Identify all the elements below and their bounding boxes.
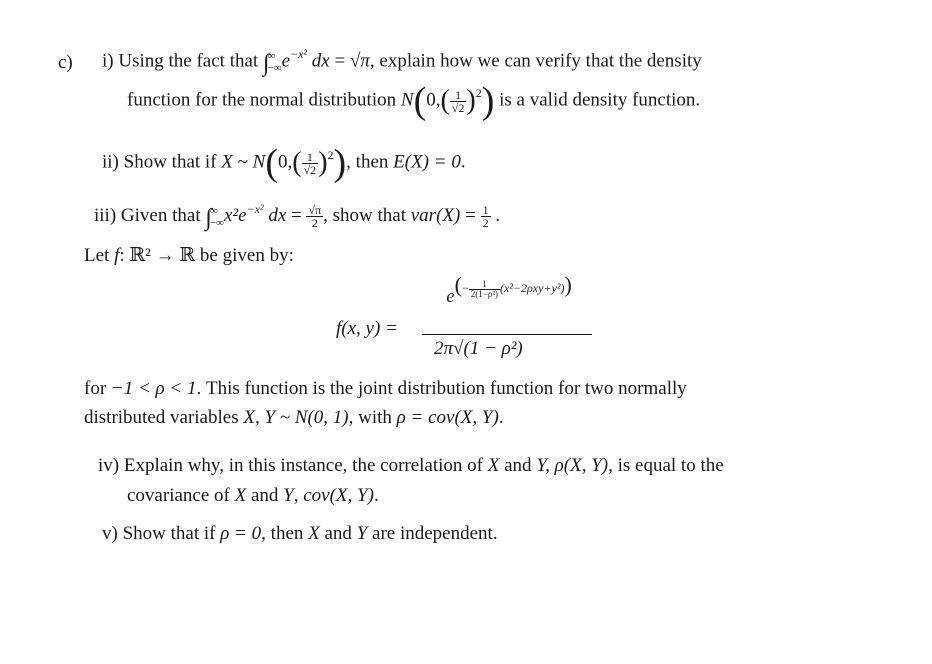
integral-limits: ∞ −∞ <box>209 204 224 229</box>
sqrt-pi: √π <box>349 50 370 72</box>
variance: var(X) <box>410 204 461 226</box>
integral-dx: dx <box>268 204 287 226</box>
equals: = <box>334 50 346 72</box>
integral-dx: dx <box>311 50 330 72</box>
paren-close: ) <box>333 142 347 184</box>
part-label: c) <box>58 52 73 73</box>
squared: 2 <box>475 86 482 101</box>
question-iv-line1 <box>98 455 724 477</box>
normal-N: N <box>400 89 414 111</box>
question-ii-label: ii) <box>102 151 119 173</box>
question-ii-text-a: Show that if <box>123 151 217 173</box>
integral-limits: ∞ −∞ <box>267 50 282 74</box>
question-iii <box>94 201 501 232</box>
equals: = <box>465 204 476 226</box>
question-ii: ii) Show that if X ~ N(0,( $\frac{1}{√2}$ )$^2$), then E(X) = 0. <box>102 142 466 184</box>
question-iii-text-a: Given that <box>120 204 201 226</box>
question-iv-line2 <box>127 485 379 507</box>
question-i-line2: function for the normal distribution N(0,( $\frac{1}{√2}$ )$^2$) is a valid density function. <box>127 80 701 122</box>
integrand-exp: −x² <box>246 201 264 216</box>
question-i-line1 <box>102 47 702 77</box>
formula-numerator <box>424 272 594 309</box>
rho-def: ρ = cov(X, Y) <box>396 407 499 428</box>
question-i-text-a: Using the fact that <box>118 50 259 72</box>
one-half: $\frac{1}{2}$ <box>482 203 489 230</box>
one-over-root2: $\frac{1}{√2}$ <box>303 149 317 177</box>
para-text: for <box>84 378 107 399</box>
rho-zero: ρ = 0 <box>220 523 262 544</box>
fraction-bar <box>422 334 592 335</box>
var-X: X <box>487 455 500 476</box>
question-v-label: v) <box>102 523 118 544</box>
paren-open: ( <box>413 80 427 122</box>
one-over-root2: $\frac{1}{√2}$ <box>451 87 465 115</box>
function-f: f <box>114 245 120 266</box>
covariance: cov(X, Y) <box>303 485 374 506</box>
var-X: X <box>234 485 247 506</box>
and: and <box>250 485 279 506</box>
question-iv-text: , is equal to the <box>608 455 724 476</box>
integral-sign: ∫ <box>262 50 270 77</box>
rho-range: −1 < ρ < 1 <box>110 378 197 399</box>
exponent: (− 1 2(1−ρ²) (x²−2ρxy+y²)) <box>454 272 572 299</box>
question-ii-text-b: , then <box>346 151 389 173</box>
var-Y: Y <box>356 523 368 544</box>
formula-denominator: 2π√(1 − ρ²) <box>434 338 523 359</box>
question-iii-label: iii) <box>94 204 117 226</box>
variables-dist: X, Y ~ N(0, 1) <box>243 407 349 428</box>
expectation: E(X) = 0 <box>393 151 461 173</box>
question-i-label: i) <box>102 50 114 72</box>
root-pi-over-2: $\frac{√\pi}{2}$ <box>308 203 322 230</box>
question-v-text: , then <box>261 523 304 544</box>
joint-density-formula <box>336 272 596 362</box>
question-i-text-b: , explain how we can verify that the density <box>369 50 702 72</box>
integrand-exp: −x² <box>290 47 308 62</box>
squared: 2 <box>327 148 334 163</box>
period: . <box>495 204 501 226</box>
question-iii-text-b: , show that <box>323 204 406 226</box>
period: . <box>460 151 466 173</box>
intro-text-b: be given by: <box>199 245 294 266</box>
para-text: distributed variables <box>84 407 239 428</box>
question-v-text: Show that if <box>122 523 216 544</box>
intro-line <box>84 244 294 267</box>
question-i-text-d: is a valid density function. <box>499 89 701 111</box>
equals: = <box>291 204 302 226</box>
formula-lhs: f(x, y) = <box>336 318 398 339</box>
var-X: X <box>308 523 320 544</box>
and: and <box>324 523 352 544</box>
para-text: . This function is the joint distribution function for two normally <box>196 378 687 399</box>
integrand-e: e <box>281 50 290 72</box>
tilde: ~ <box>237 151 248 173</box>
comma: , <box>293 485 299 506</box>
question-iv-text: covariance of <box>127 485 230 506</box>
para-line1 <box>84 378 687 400</box>
var-X: X <box>221 151 233 173</box>
exp-base: e <box>446 286 455 307</box>
paren-inner-close: ) <box>466 85 476 116</box>
para-line2 <box>84 407 504 429</box>
intro-text-a: Let <box>84 245 110 266</box>
paren-inner-open: ( <box>440 85 450 116</box>
normal-N: N <box>252 151 266 173</box>
integrand: x²e <box>223 204 247 226</box>
correlation: Y, ρ(X, Y) <box>536 455 609 476</box>
integral-sign: ∫ <box>205 204 212 231</box>
question-v <box>102 523 498 545</box>
paren-open: ( <box>265 142 279 184</box>
paren-inner-close: ) <box>318 147 328 178</box>
paren-inner-open: ( <box>292 147 302 178</box>
period: . <box>373 485 379 506</box>
period: . <box>498 407 504 428</box>
question-iv-text: Explain why, in this instance, the correlation of <box>123 455 484 476</box>
para-text: , with <box>348 407 392 428</box>
question-v-text: are independent. <box>372 523 498 544</box>
var-Y: Y <box>283 485 294 506</box>
function-map: : ℝ² → ℝ <box>119 245 196 266</box>
question-i-text-c: function for the normal distribution <box>127 89 397 111</box>
paren-close: ) <box>481 80 495 122</box>
and: and <box>504 455 532 476</box>
question-iv-label: iv) <box>98 455 120 476</box>
